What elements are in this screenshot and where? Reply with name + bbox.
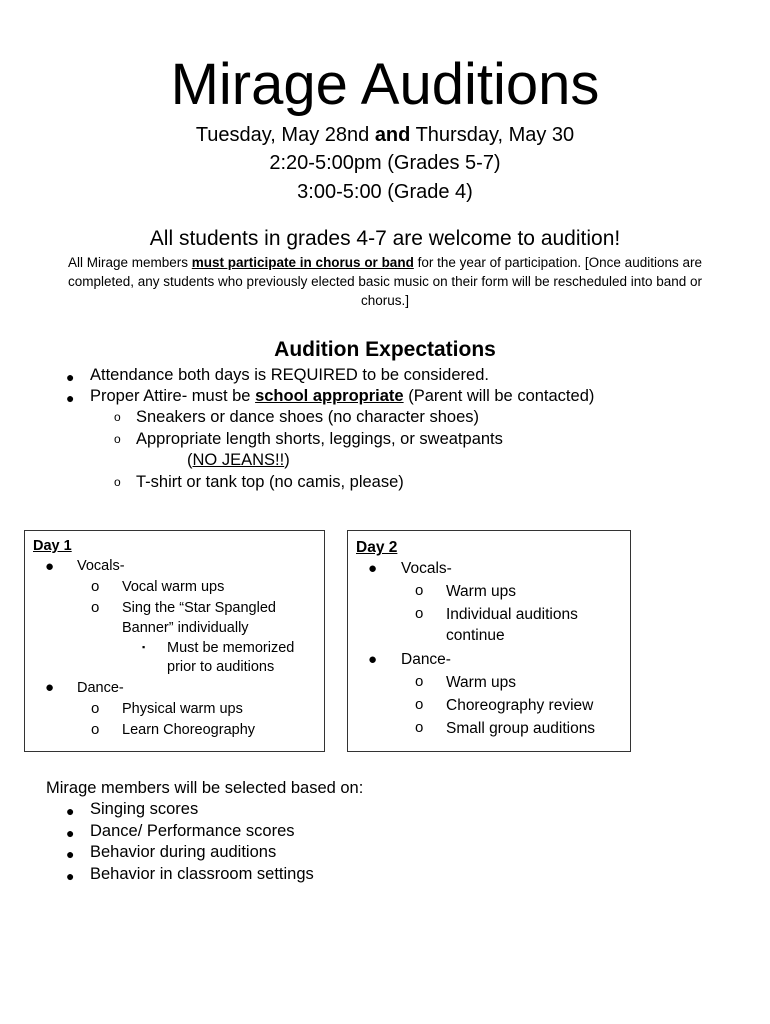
selection-item: Behavior during auditions xyxy=(90,843,277,861)
day1-dance: Dance- xyxy=(77,680,124,696)
day2-heading: Day 2 xyxy=(356,539,398,556)
page-title: Mirage Auditions xyxy=(170,52,600,117)
date-text-2: Thursday, May 30 xyxy=(410,124,575,146)
day2-vocal-item: Warm ups xyxy=(446,583,517,600)
day2-dance: Dance- xyxy=(401,651,451,668)
day1-vocal-item: Vocal warm ups xyxy=(122,579,225,595)
audition-time-grades-5-7: 2:20-5:00pm (Grades 5-7) xyxy=(269,152,501,174)
selection-item: Behavior in classroom settings xyxy=(90,865,314,883)
note-emphasis: must participate in chorus or band xyxy=(191,255,414,270)
attire-emphasis: school appropriate xyxy=(255,387,404,405)
note-prefix: All Mirage members xyxy=(68,255,192,270)
expectation-attendance: Attendance both days is REQUIRED to be considered. xyxy=(90,366,489,384)
circle-bullet-icon: o xyxy=(415,605,424,622)
bullet-icon: ● xyxy=(45,679,55,696)
date-text-1: Tuesday, May 28nd xyxy=(195,124,375,146)
day1-memorized-note: Must be memorized xyxy=(167,640,295,656)
attire-prefix: Proper Attire- must be xyxy=(90,387,256,405)
circle-bullet-icon: o xyxy=(415,719,424,736)
expectations-heading: Audition Expectations xyxy=(274,338,496,361)
attire-no-jeans xyxy=(187,450,290,471)
circle-bullet-icon: o xyxy=(114,410,121,424)
circle-bullet-icon: o xyxy=(114,432,121,446)
day1-dance-item: Learn Choreography xyxy=(122,722,256,738)
bullet-icon: ● xyxy=(66,868,75,884)
day2-vocals: Vocals- xyxy=(401,560,452,577)
day1-vocals: Vocals- xyxy=(77,558,125,574)
paren-open: ( xyxy=(187,451,193,469)
day1-memorized-note-cont: prior to auditions xyxy=(167,659,275,675)
day2-dance-item: Choreography review xyxy=(446,697,594,714)
circle-bullet-icon: o xyxy=(415,696,424,713)
day1-heading: Day 1 xyxy=(33,538,72,554)
bullet-icon: ● xyxy=(66,390,75,406)
bullet-icon: ● xyxy=(66,803,75,819)
circle-bullet-icon: o xyxy=(91,700,100,717)
day2-vocal-item-cont: continue xyxy=(446,627,505,644)
circle-bullet-icon: o xyxy=(91,578,100,595)
circle-bullet-icon: o xyxy=(91,599,100,616)
attire-bottoms: Appropriate length shorts, leggings, or sweatpants xyxy=(136,430,503,448)
day2-dance-item: Small group auditions xyxy=(446,720,596,737)
selection-item: Singing scores xyxy=(90,800,199,818)
day1-dance-item: Physical warm ups xyxy=(122,701,243,717)
audition-time-grade-4: 3:00-5:00 (Grade 4) xyxy=(297,181,473,203)
participation-note xyxy=(60,253,710,310)
circle-bullet-icon: o xyxy=(91,721,100,738)
bullet-icon: ● xyxy=(368,651,378,668)
day2-dance-item: Warm ups xyxy=(446,674,517,691)
square-bullet-icon: ▪ xyxy=(142,642,146,652)
bullet-icon: ● xyxy=(368,560,378,577)
day1-vocal-item: Sing the “Star Spangled xyxy=(122,600,276,616)
attire-suffix: (Parent will be contacted) xyxy=(403,387,595,405)
circle-bullet-icon: o xyxy=(415,582,424,599)
selection-intro: Mirage members will be selected based on: xyxy=(46,779,364,797)
attire-shoes: Sneakers or dance shoes (no character shoes) xyxy=(136,408,480,426)
day1-vocal-item-cont: Banner” individually xyxy=(122,620,249,636)
attire-tops: T-shirt or tank top (no camis, please) xyxy=(136,473,404,491)
day2-schedule-box xyxy=(347,530,631,752)
circle-bullet-icon: o xyxy=(415,673,424,690)
day1-schedule-box xyxy=(24,530,325,752)
paren-close: ) xyxy=(284,451,290,469)
bullet-icon: ● xyxy=(66,825,75,841)
bullet-icon: ● xyxy=(66,369,75,385)
no-jeans-text: NO JEANS!! xyxy=(192,451,285,469)
audition-dates xyxy=(0,122,770,148)
circle-bullet-icon: o xyxy=(114,475,121,489)
bullet-icon: ● xyxy=(66,846,75,862)
expectation-attire xyxy=(90,386,594,407)
note-suffix: for the year of participation. [Once auditions are completed, any students who previously elected basic music on their form will be rescheduled into band or chorus.] xyxy=(67,255,703,308)
selection-item: Dance/ Performance scores xyxy=(90,822,295,840)
date-and: and xyxy=(374,124,411,146)
bullet-icon: ● xyxy=(45,558,55,575)
welcome-message: All students in grades 4-7 are welcome to audition! xyxy=(149,227,621,250)
day2-vocal-item: Individual auditions xyxy=(446,606,578,623)
